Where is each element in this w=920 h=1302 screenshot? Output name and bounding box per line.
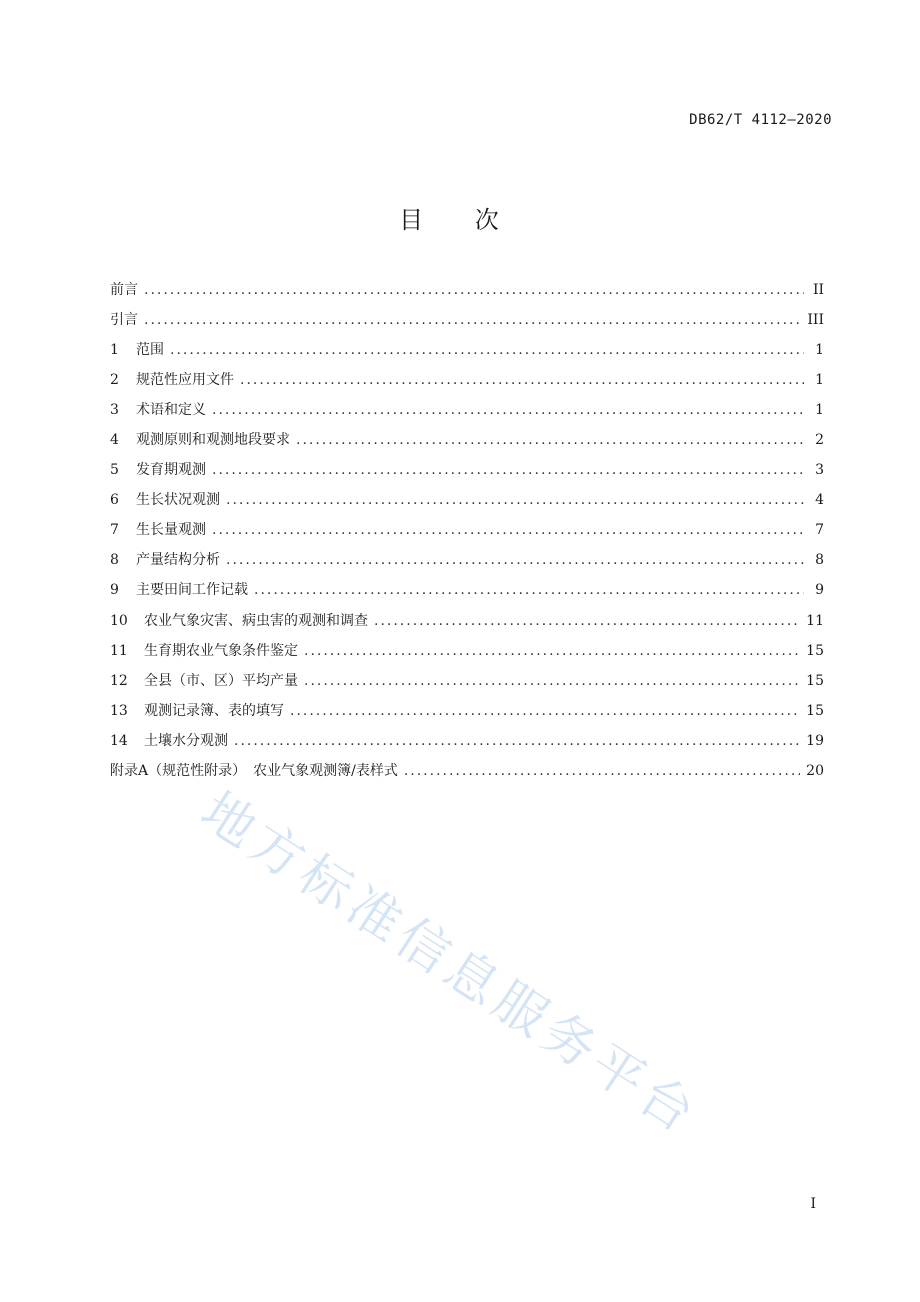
table-of-contents xyxy=(110,279,824,790)
page-title: 目 次 xyxy=(399,206,521,234)
toc-page-number: 7 xyxy=(815,522,824,539)
toc-entry-number: 11 xyxy=(110,642,128,659)
toc-page-number: 2 xyxy=(815,432,824,449)
toc-page-number: 1 xyxy=(815,402,824,419)
toc-entry-6[interactable] xyxy=(110,489,824,519)
toc-entry-4[interactable] xyxy=(110,429,824,459)
toc-leader-dots xyxy=(374,613,800,629)
toc-leader-dots xyxy=(290,703,800,719)
toc-leader-dots xyxy=(304,643,800,659)
toc-leader-dots xyxy=(296,432,804,448)
toc-entry-10[interactable] xyxy=(110,610,824,640)
toc-entry-title: 农业气象灾害、病虫害的观测和调查 xyxy=(144,612,368,629)
toc-entry-number: 14 xyxy=(110,732,128,749)
toc-entry-number: 9 xyxy=(110,582,119,599)
toc-entry-12[interactable] xyxy=(110,670,824,700)
toc-entry-14[interactable] xyxy=(110,730,824,760)
toc-entry-number: 4 xyxy=(110,432,119,449)
toc-page-number: 15 xyxy=(806,642,824,659)
toc-page-number: 4 xyxy=(815,492,824,509)
toc-leader-dots xyxy=(404,763,800,779)
toc-entry-1[interactable] xyxy=(110,339,824,369)
toc-page-number: 20 xyxy=(806,762,824,779)
toc-entry-title: 土壤水分观测 xyxy=(144,732,228,749)
toc-entry-number: 5 xyxy=(110,462,119,479)
toc-page-number: 9 xyxy=(815,582,824,599)
toc-page-number: 19 xyxy=(806,732,824,749)
toc-entry-11[interactable] xyxy=(110,640,824,670)
toc-leader-dots xyxy=(212,462,804,478)
toc-page-number: 11 xyxy=(806,612,824,629)
toc-page-number: 3 xyxy=(815,462,824,479)
toc-entry-title: 全县（市、区）平均产量 xyxy=(144,672,298,689)
toc-entry-title: 生育期农业气象条件鉴定 xyxy=(144,642,298,659)
toc-entry-title: 引言 xyxy=(110,312,138,329)
toc-leader-dots xyxy=(212,522,804,538)
toc-leader-dots xyxy=(234,733,800,749)
toc-page-number: 8 xyxy=(815,552,824,569)
toc-leader-dots xyxy=(226,552,804,568)
toc-page-number: 15 xyxy=(806,702,824,719)
toc-entry-preface[interactable] xyxy=(110,279,824,309)
toc-entry-title: 产量结构分析 xyxy=(136,552,220,569)
page-number: I xyxy=(810,1196,816,1212)
toc-entry-3[interactable] xyxy=(110,399,824,429)
toc-entry-introduction[interactable] xyxy=(110,309,824,339)
toc-leader-dots xyxy=(226,492,804,508)
toc-entry-number: 6 xyxy=(110,492,119,509)
toc-entry-8[interactable] xyxy=(110,549,824,579)
toc-page-number: 1 xyxy=(815,342,824,359)
toc-entry-title: 发育期观测 xyxy=(136,462,206,479)
toc-entry-title: 生长状况观测 xyxy=(136,492,220,509)
toc-leader-dots xyxy=(212,402,804,418)
toc-page-number: 1 xyxy=(815,372,824,389)
toc-entry-title: 生长量观测 xyxy=(136,522,206,539)
toc-entry-title: 附录A（规范性附录） 农业气象观测簿/表样式 xyxy=(110,762,398,779)
toc-entry-9[interactable] xyxy=(110,579,824,609)
toc-entry-number: 13 xyxy=(110,702,128,719)
toc-entry-title: 范围 xyxy=(136,342,164,359)
toc-entry-number: 10 xyxy=(110,612,128,629)
toc-entry-5[interactable] xyxy=(110,459,824,489)
toc-entry-13[interactable] xyxy=(110,700,824,730)
toc-leader-dots xyxy=(144,312,801,328)
toc-entry-number: 2 xyxy=(110,372,119,389)
watermark-text: 地方标准信息服务平台 xyxy=(190,780,710,1148)
toc-leader-dots xyxy=(144,282,804,298)
toc-entry-number: 8 xyxy=(110,552,119,569)
toc-entry-title: 规范性应用文件 xyxy=(136,372,234,389)
toc-leader-dots xyxy=(254,582,804,598)
toc-entry-title: 观测原则和观测地段要求 xyxy=(136,432,290,449)
toc-entry-title: 术语和定义 xyxy=(136,402,206,419)
toc-page-number: II xyxy=(812,282,824,298)
toc-entry-7[interactable] xyxy=(110,519,824,549)
toc-entry-title: 观测记录簿、表的填写 xyxy=(144,702,284,719)
toc-leader-dots xyxy=(170,342,804,358)
toc-entry-number: 3 xyxy=(110,402,119,419)
toc-page-number: 15 xyxy=(806,672,824,689)
toc-entry-title: 前言 xyxy=(110,282,138,298)
toc-entry-number: 7 xyxy=(110,522,119,539)
toc-entry-appendix-a[interactable] xyxy=(110,760,824,790)
toc-entry-number: 12 xyxy=(110,672,128,689)
toc-page-number: III xyxy=(807,312,824,329)
document-code: DB62/T 4112—2020 xyxy=(689,112,832,128)
toc-leader-dots xyxy=(240,372,804,388)
toc-entry-title: 主要田间工作记载 xyxy=(136,582,248,599)
toc-leader-dots xyxy=(304,673,800,689)
toc-entry-2[interactable] xyxy=(110,369,824,399)
toc-entry-number: 1 xyxy=(110,342,119,359)
